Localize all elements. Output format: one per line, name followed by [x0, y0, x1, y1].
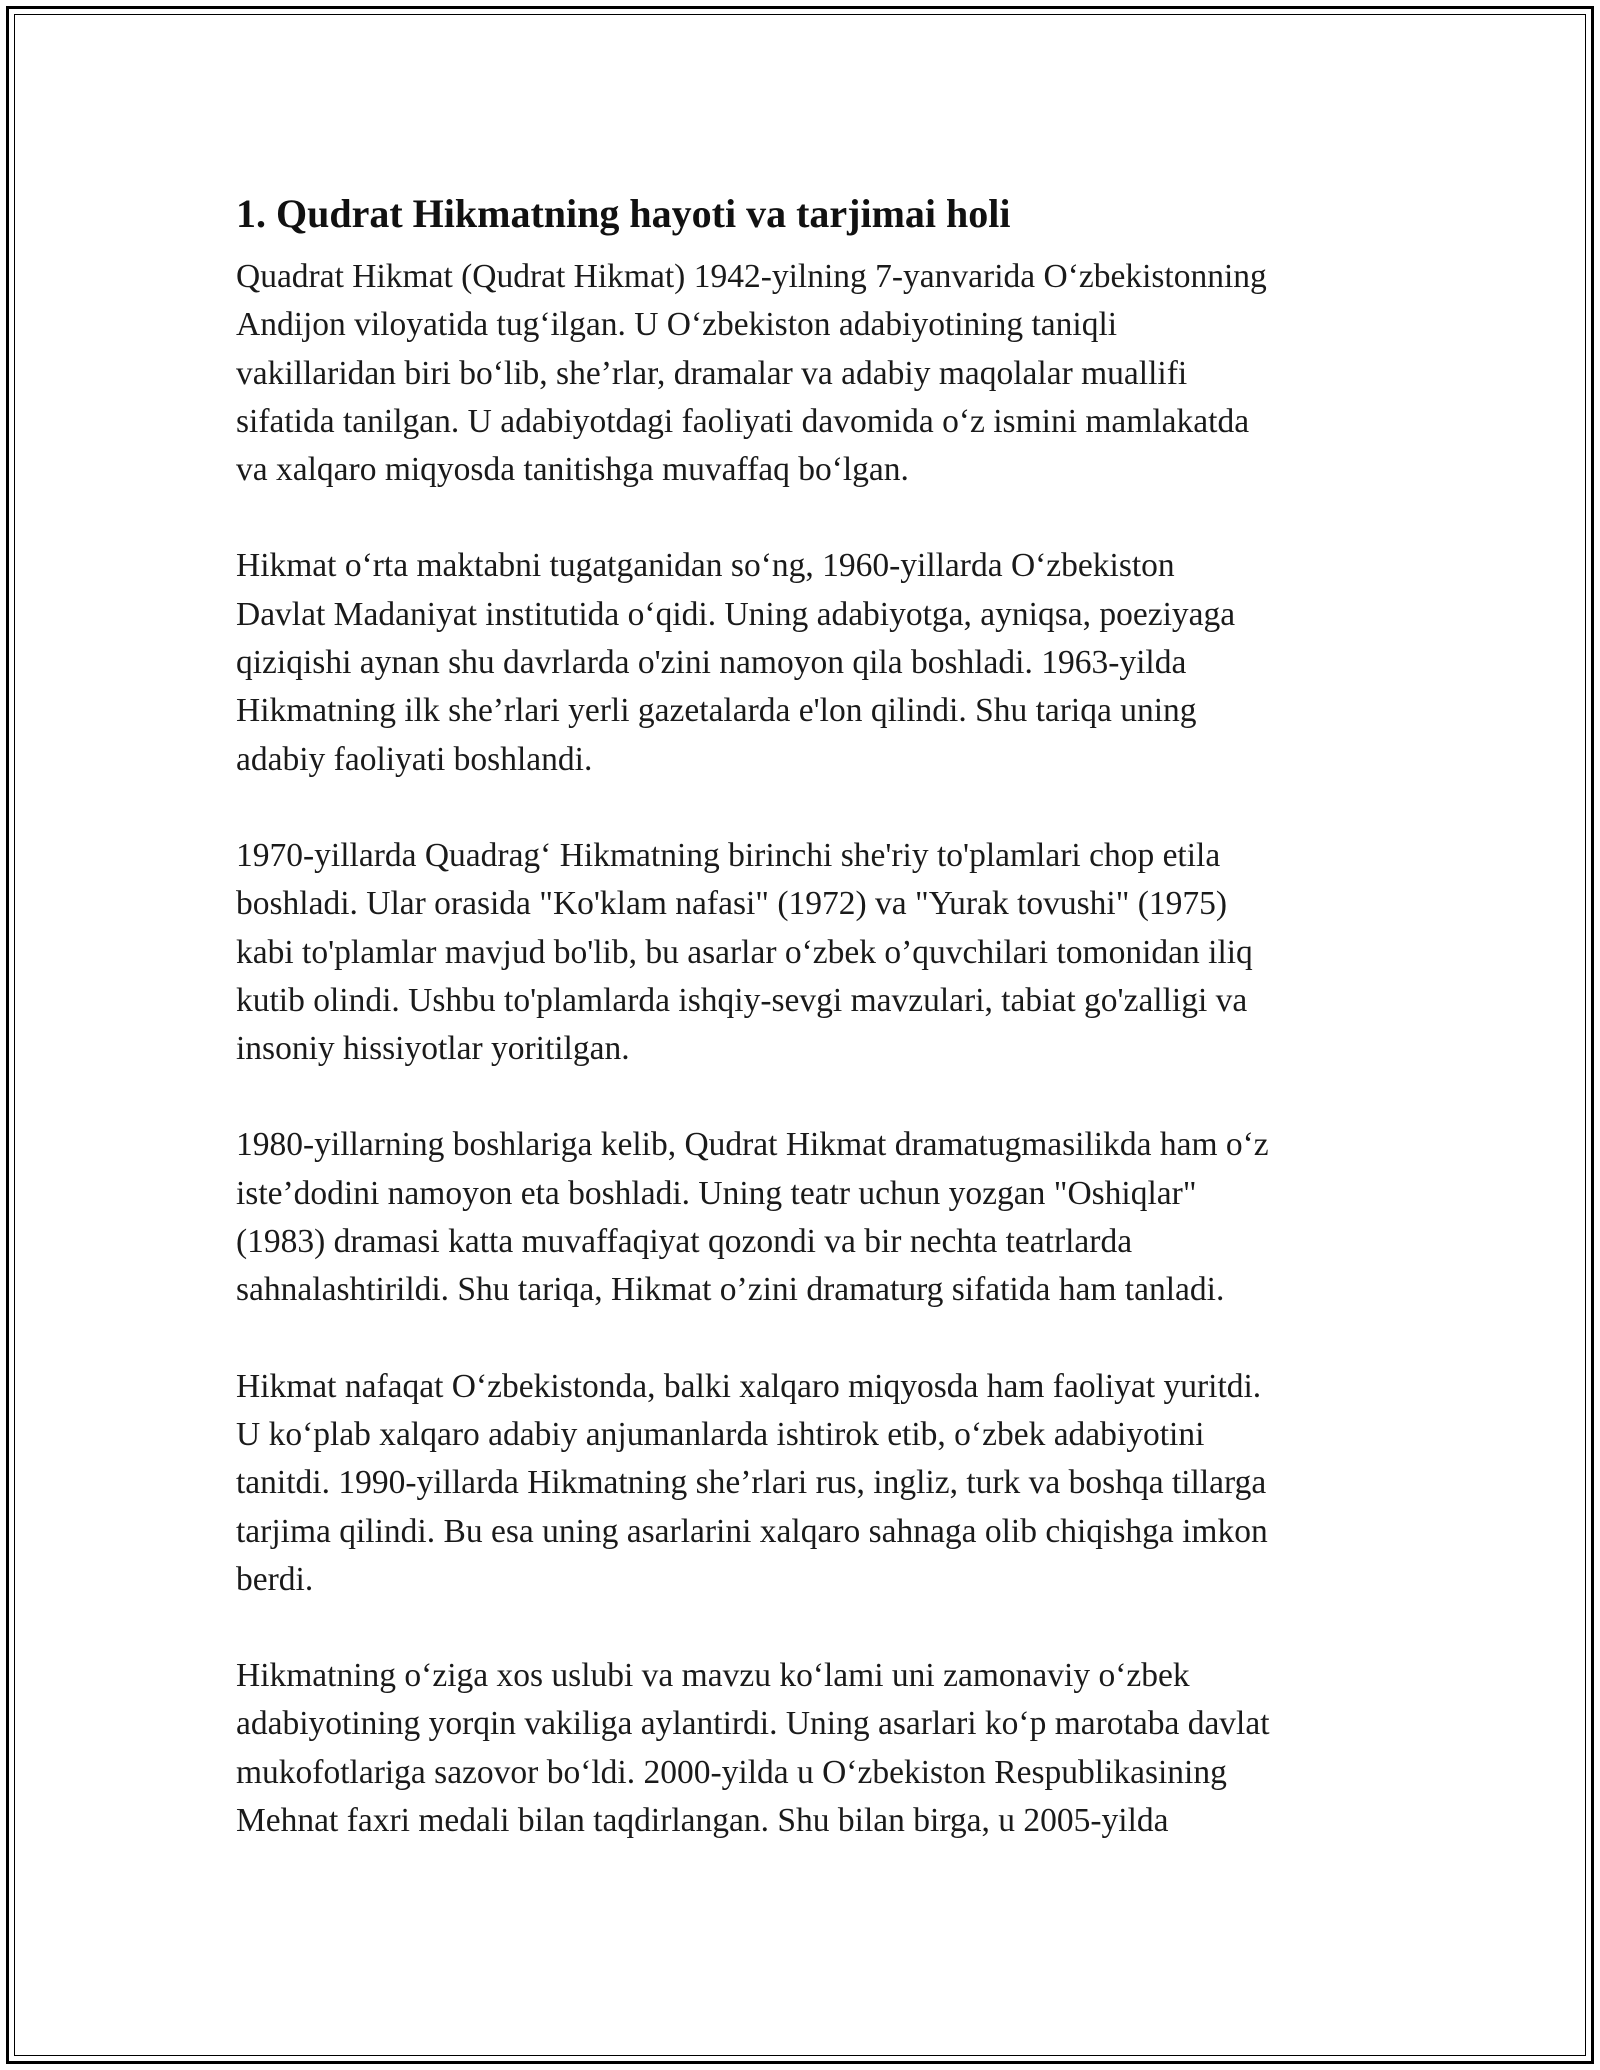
paragraph-2: Hikmat o‘rta maktabni tugatganidan so‘ng, 1960-yillarda O‘zbekiston Davlat Madaniyat institutida o‘qidi. Uning adabiyotga, ayniqsa, poeziyaga qiziqishi aynan shu davrlarda o'zini namoyon qila boshladi. 1963-yilda Hikmatning ilk she’rlari yerli gazetalarda e'lon qilindi. Shu tariqa uning adabiy faoliyati boshlandi.	[236, 547, 1236, 778]
document-body	[236, 183, 1376, 1893]
paragraph-6: Hikmatning o‘ziga xos uslubi va mavzu ko‘lami uni zamonaviy o‘zbek adabiyotining yorqin vakiliga aylantirdi. Uning asarlari ko‘p marotaba davlat mukofotlariga sazovor bo‘ldi. 2000-yilda u O‘zbekiston Respublikasining Mehnat faxri medali bilan taqdirlangan. Shu bilan birga, u 2005-yilda	[236, 1657, 1270, 1840]
paragraph-5: Hikmat nafaqat O‘zbekistonda, balki xalqaro miqyosda ham faoliyat yuritdi. U ko‘plab xalqaro adabiy anjumanlarda ishtirok etib, o‘zbek adabiyotini tanitdi. 1990-yillarda Hikmatning she’rlari rus, ingliz, turk va boshqa tillarga tarjima qilindi. Bu esa uning asarlarini xalqaro sahnaga olib chiqishga imkon berdi.	[236, 1367, 1268, 1598]
paragraph-4: 1980-yillarning boshlariga kelib, Qudrat Hikmat dramatugmasilikda ham o‘z iste’dodini namoyon eta boshladi. Uning teatr uchun yozgan "Oshiqlar" (1983) dramasi katta muvaffaqiyat qozondi va bir nechta teatrlarda sahnalashtirildi. Shu tariqa, Hikmat o’zini dramaturg sifatida ham tanladi.	[236, 1126, 1269, 1309]
paragraph-list	[236, 253, 1376, 1845]
paragraph-3: 1970-yillarda Quadrag‘ Hikmatning birinchi she'riy to'plamlari chop etila boshladi. Ular orasida "Ko'klam nafasi" (1972) va "Yurak tovushi" (1975) kabi to'plamlar mavjud bo'lib, bu asarlar o‘zbek o’quvchilari tomonidan iliq kutib olindi. Ushbu to'plamlarda ishqiy-sevgi mavzulari, tabiat go'zalligi va insoniy hissiyotlar yoritilgan.	[236, 836, 1253, 1068]
section-heading: 1. Qudrat Hikmatning hayoti va tarjimai holi	[236, 191, 1011, 236]
paragraph-1: Quadrat Hikmat (Qudrat Hikmat) 1942-yilning 7-yanvarida O‘zbekistonning Andijon viloyatida tug‘ilgan. U O‘zbekiston adabiyotining taniqli vakillaridan biri bo‘lib, she’rlar, dramalar va adabiy maqolalar muallifi sifatida tanilgan. U adabiyotdagi faoliyati davomida o‘z ismini mamlakatda va xalqaro miqyosda tanitishga muvaffaq bo‘lgan.	[236, 258, 1267, 489]
